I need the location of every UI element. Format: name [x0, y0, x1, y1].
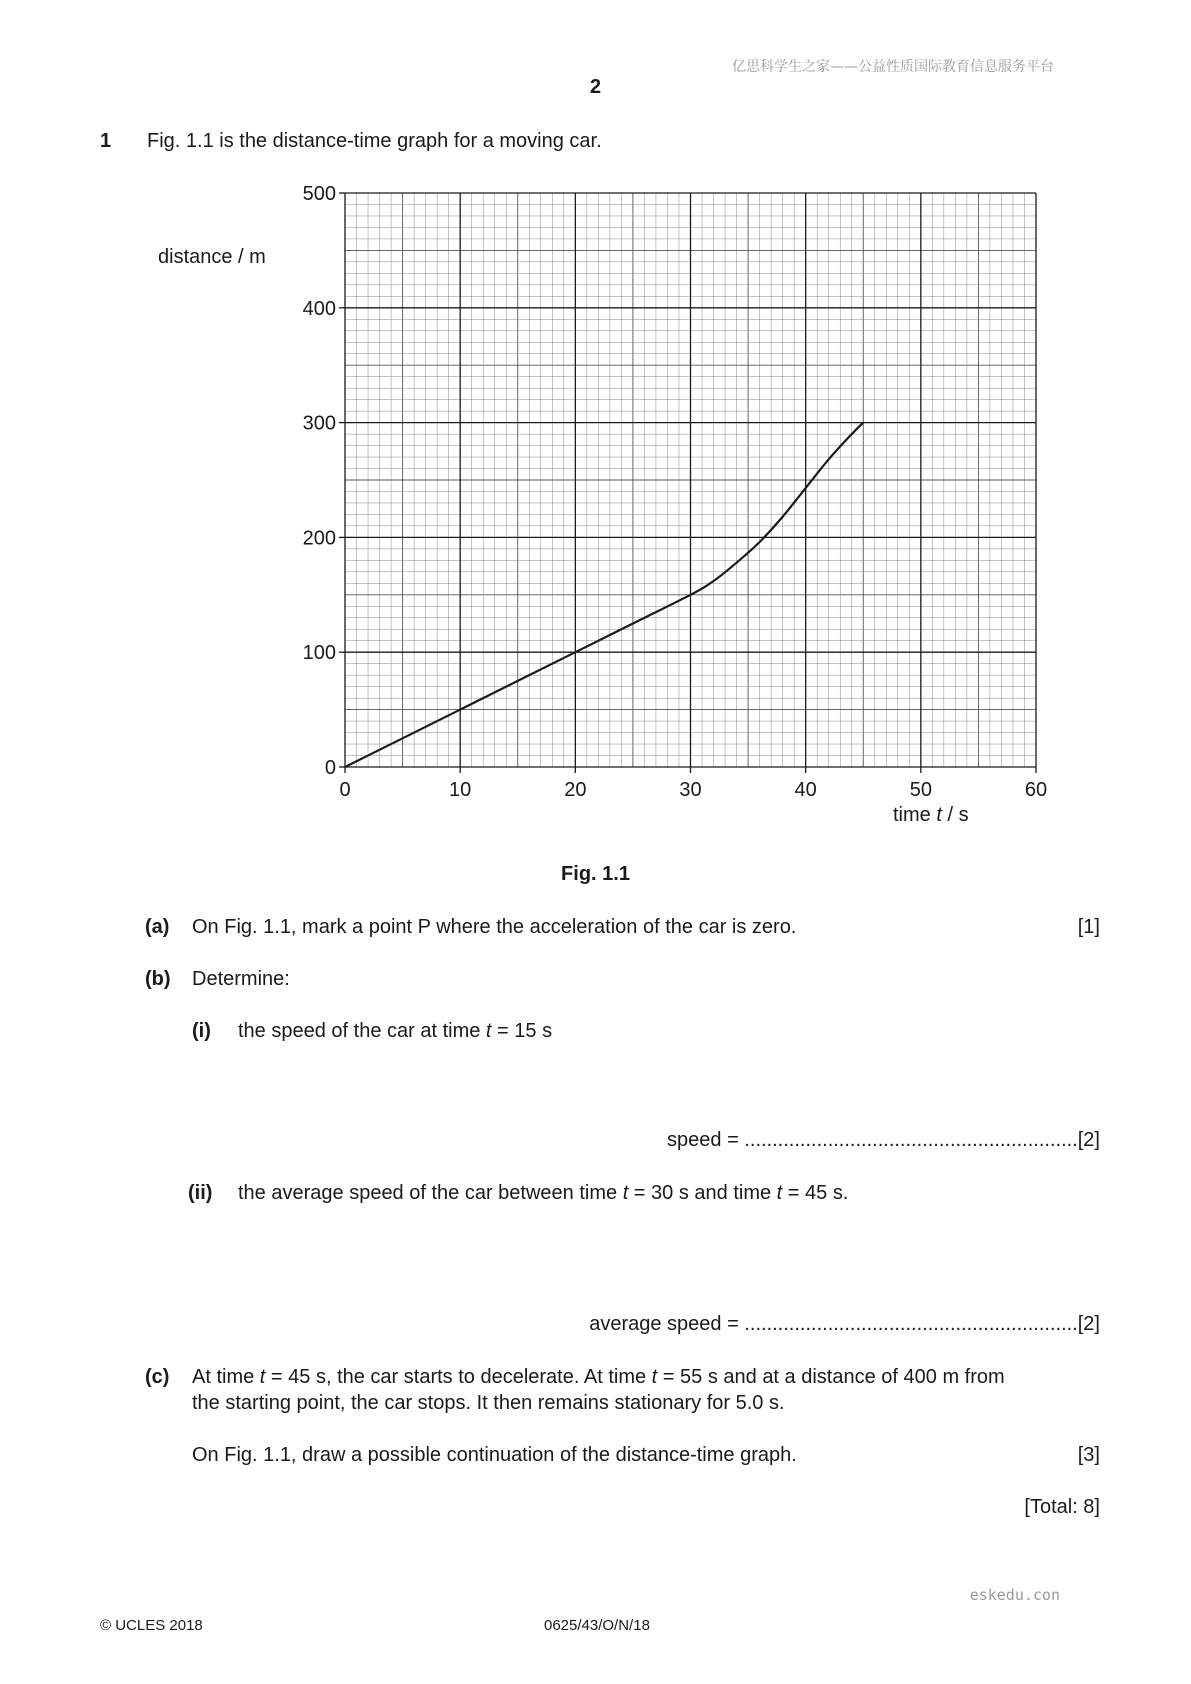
part-b-ii-marks: [2] [1077, 1313, 1100, 1335]
part-c-line1: At time t = 45 s, the car starts to decelerate. At time t = 55 s and at a distance of 400 m from [192, 1366, 1005, 1388]
y-tick-label: 300 [302, 412, 336, 435]
page-number: 2 [589, 76, 602, 98]
speed-answer-line[interactable]: ............................................................ [744, 1129, 1078, 1151]
y-tick-label: 400 [302, 297, 336, 320]
x-tick-label: 40 [794, 779, 817, 801]
x-tick-label: 50 [909, 779, 932, 801]
average-speed-answer-label: average speed = [589, 1313, 745, 1335]
question-intro: Fig. 1.1 is the distance-time graph for a moving car. [147, 130, 602, 152]
speed-answer-label: speed = [667, 1129, 745, 1151]
part-c-marks: [3] [1077, 1444, 1100, 1466]
x-tick-label: 20 [564, 779, 587, 801]
x-tick-label: 0 [339, 779, 351, 801]
part-b-ii-label: (ii) [188, 1182, 213, 1204]
x-tick-label: 30 [679, 779, 702, 801]
part-b-i-marks: [2] [1077, 1129, 1100, 1151]
part-a-marks: [1] [1077, 916, 1100, 938]
footer-watermark: eskedu.con [969, 1586, 1060, 1604]
part-b-i-answer [667, 1127, 1100, 1153]
x-tick-label: 10 [449, 779, 472, 801]
x-tick-label: 60 [1024, 779, 1048, 801]
part-c-instruction: On Fig. 1.1, draw a possible continuation of the distance-time graph. [192, 1444, 797, 1466]
total-marks: [Total: 8] [1024, 1496, 1100, 1518]
part-b-label: (b) [145, 968, 171, 990]
axis-ticks [339, 193, 1036, 773]
footer-copyright: © UCLES 2018 [100, 1617, 203, 1634]
part-a-label: (a) [145, 916, 170, 938]
part-b-ii-answer [589, 1311, 1100, 1337]
y-tick-label: 500 [302, 183, 336, 205]
part-b-i-text: the speed of the car at time t = 15 s [238, 1020, 553, 1042]
part-b-i-label: (i) [192, 1020, 211, 1042]
figure-caption: Fig. 1.1 [561, 863, 630, 885]
y-tick-label: 200 [302, 527, 336, 550]
part-c-line2: the starting point, the car stops. It then remains stationary for 5.0 s. [192, 1392, 785, 1414]
question-number: 1 [100, 130, 112, 152]
header-watermark: 亿思科学生之家——公益性质国际教育信息服务平台 [732, 59, 1054, 75]
y-tick-label: 100 [302, 642, 336, 665]
y-tick-label: 0 [324, 757, 336, 779]
part-b-ii-text: the average speed of the car between time t = 30 s and time t = 45 s. [238, 1182, 849, 1204]
footer-code: 0625/43/O/N/18 [544, 1617, 650, 1634]
part-a-text: On Fig. 1.1, mark a point P where the acceleration of the car is zero. [192, 916, 797, 938]
x-axis-label: time t / s [893, 804, 969, 826]
part-c-label: (c) [145, 1366, 170, 1388]
y-axis-label: distance / m [158, 246, 266, 268]
average-speed-answer-line[interactable]: ............................................................ [744, 1313, 1078, 1335]
part-b-text: Determine: [192, 968, 290, 990]
y-tick-labels [303, 183, 336, 779]
x-tick-labels [339, 779, 1047, 801]
